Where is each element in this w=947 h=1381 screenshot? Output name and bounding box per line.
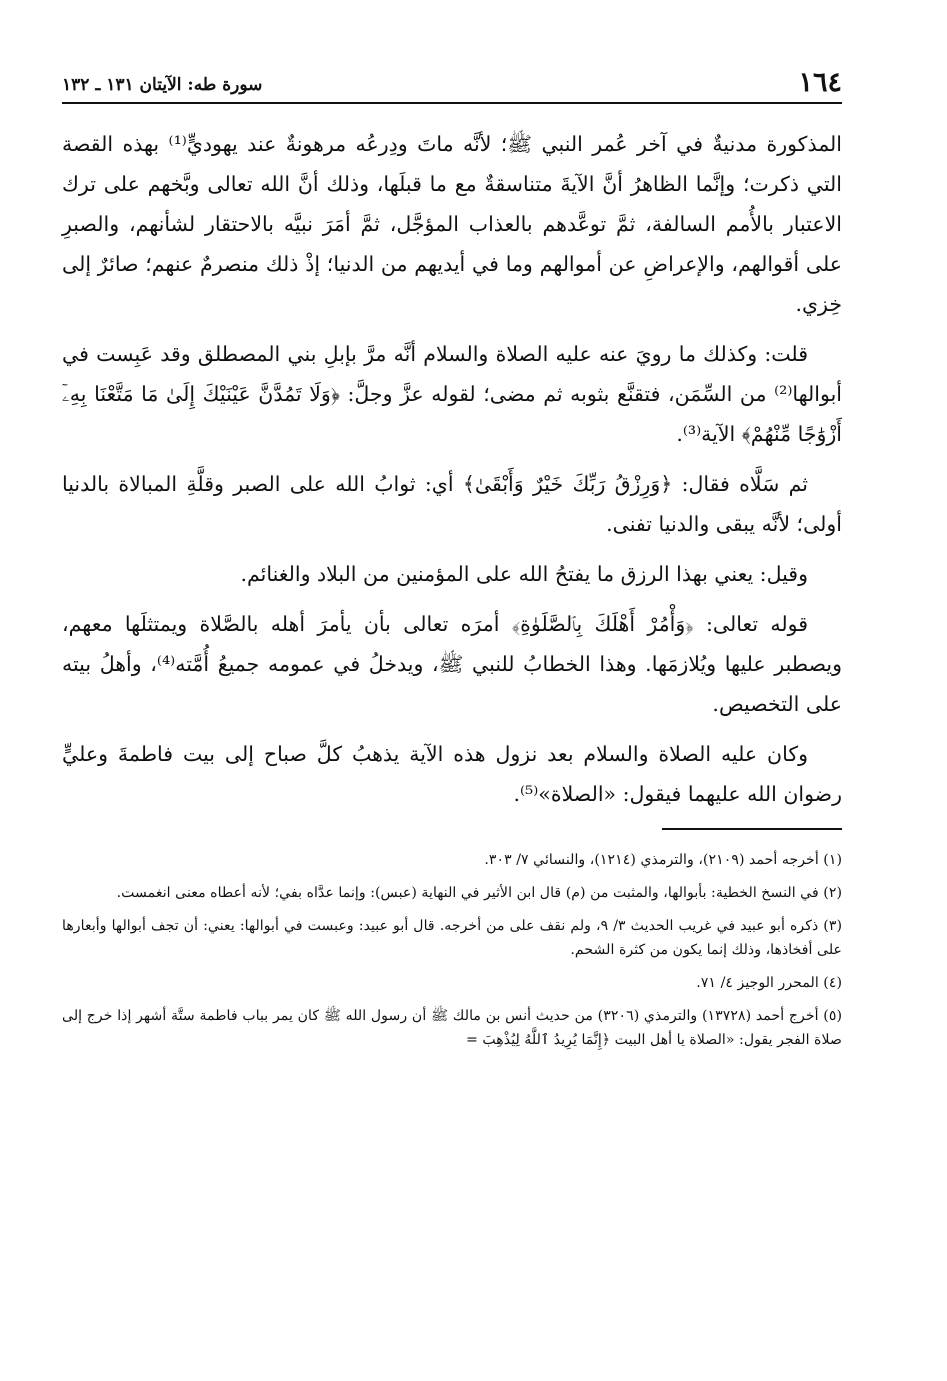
paragraph: قلت: وكذلك ما رويَ عنه عليه الصلاة والسلام أنَّه مرَّ بإبلِ بني المصطلق وقد عَبِست في أبوالها⁽²⁾ من السِّمَن، فتقنَّع بثوبه ثم مضى؛ لقوله عزَّ وجلَّ: ﴿وَلَا تَمُدَّنَّ عَيْنَيْكَ إِلَىٰ مَا مَتَّعْنَا بِهِۦٓ أَزْوَٰجًا مِّنْهُمْ﴾ الآية⁽³⁾. bbox=[62, 342, 842, 446]
paragraph: ثم سَلَّاه فقال: ﴿وَرِزْقُ رَبِّكَ خَيْرٌ وَأَبْقَىٰ﴾ أي: ثوابُ الله على الصبر وقلَّةِ المبالاة بالدنيا أولى؛ لأنَّه يبقى والدنيا تفنى. bbox=[62, 472, 842, 536]
footnote: (٢) في النسخ الخطية: بأبوالها، والمثبت من (م) قال ابن الأثير في النهاية (عبس): وإنما عدَّاه بفي؛ لأنه أعطاه معنى انغمست. bbox=[116, 885, 842, 901]
page-number: ١٦٤ bbox=[798, 67, 842, 98]
paragraph: وكان عليه الصلاة والسلام بعد نزول هذه الآية يذهبُ كلَّ صباح إلى بيت فاطمةَ وعليٍّ رضوان الله عليهما فيقول: «الصلاة»⁽⁵⁾. bbox=[62, 742, 842, 806]
footnote-divider bbox=[662, 828, 842, 830]
paragraph: وقيل: يعني بهذا الرزق ما يفتحُ الله على المؤمنين من البلاد والغنائم. bbox=[240, 562, 808, 586]
paragraph: قوله تعالى: ﴿وَأْمُرْ أَهْلَكَ بِٱلصَّلَوٰةِ﴾ أمرَه تعالى بأن يأمرَ أهله بالصَّلاة ويمتثلَها معهم، ويصطبر عليها ويُلازمَها. وهذا الخطابُ للنبي ﷺ، ويدخلُ في عمومه جميعُ أُمَّته⁽⁴⁾، وأهلُ بيته على التخصيص. bbox=[62, 612, 842, 716]
footnotes bbox=[62, 848, 842, 1052]
footnote: (٤) المحرر الوجيز ٤/ ٧١. bbox=[696, 975, 842, 991]
footnote: (٣) ذكره أبو عبيد في غريب الحديث ٣/ ٩، ولم نقف على من أخرجه. قال أبو عبيد: وعبست في أبوالها: يعني: أن تجف أبوالها وأبعارها على أفخاذها، وذلك إنما يكون من كثرة الشحم. bbox=[62, 918, 842, 958]
footnote: (١) أخرجه أحمد (٢١٠٩)، والترمذي (١٢١٤)، والنسائي ٧/ ٣٠٣. bbox=[484, 852, 842, 868]
footnote: (٥) أخرج أحمد (١٣٧٢٨) والترمذي (٣٢٠٦) من حديث أنس بن مالك ﷺ أن رسول الله ﷺ كان يمر بباب فاطمة ستَّة أشهر إذا خرج إلى صلاة الفجر يقول: «الصلاة يا أهل البيت ﴿إِنَّمَا يُرِيدُ ٱللَّهُ لِيُذْهِبَ = bbox=[62, 1008, 842, 1048]
paragraph: المذكورة مدنيةٌ في آخر عُمر النبي ﷺ؛ لأنَّه ماتَ ودِرعُه مرهونةٌ عند يهوديٍّ⁽¹⁾ بهذه القصة التي ذكرت؛ وإنَّما الظاهرُ أنَّ الآيةَ متناسقةٌ مع ما قبلَها، وذلك أنَّ الله تعالى وبَّخهم على ترك الاعتبار بالأُمم السالفة، ثمَّ توعَّدهم بالعذاب المؤجَّل، ثمَّ أمَرَ نبيَّه بالاحتقار لشأنهم، والصبرِ على أقوالهم، والإعراضِ عن أموالهم وما في أيديهم من الدنيا؛ إذْ ذلك منصرمٌ عنهم؛ صائرٌ إلى خِزي. bbox=[62, 132, 842, 316]
running-title: سورة طه: الآيتان ١٣١ ـ ١٣٢ bbox=[62, 75, 263, 95]
main-text bbox=[62, 124, 842, 814]
book-page bbox=[62, 67, 842, 1061]
page-header bbox=[62, 67, 842, 104]
